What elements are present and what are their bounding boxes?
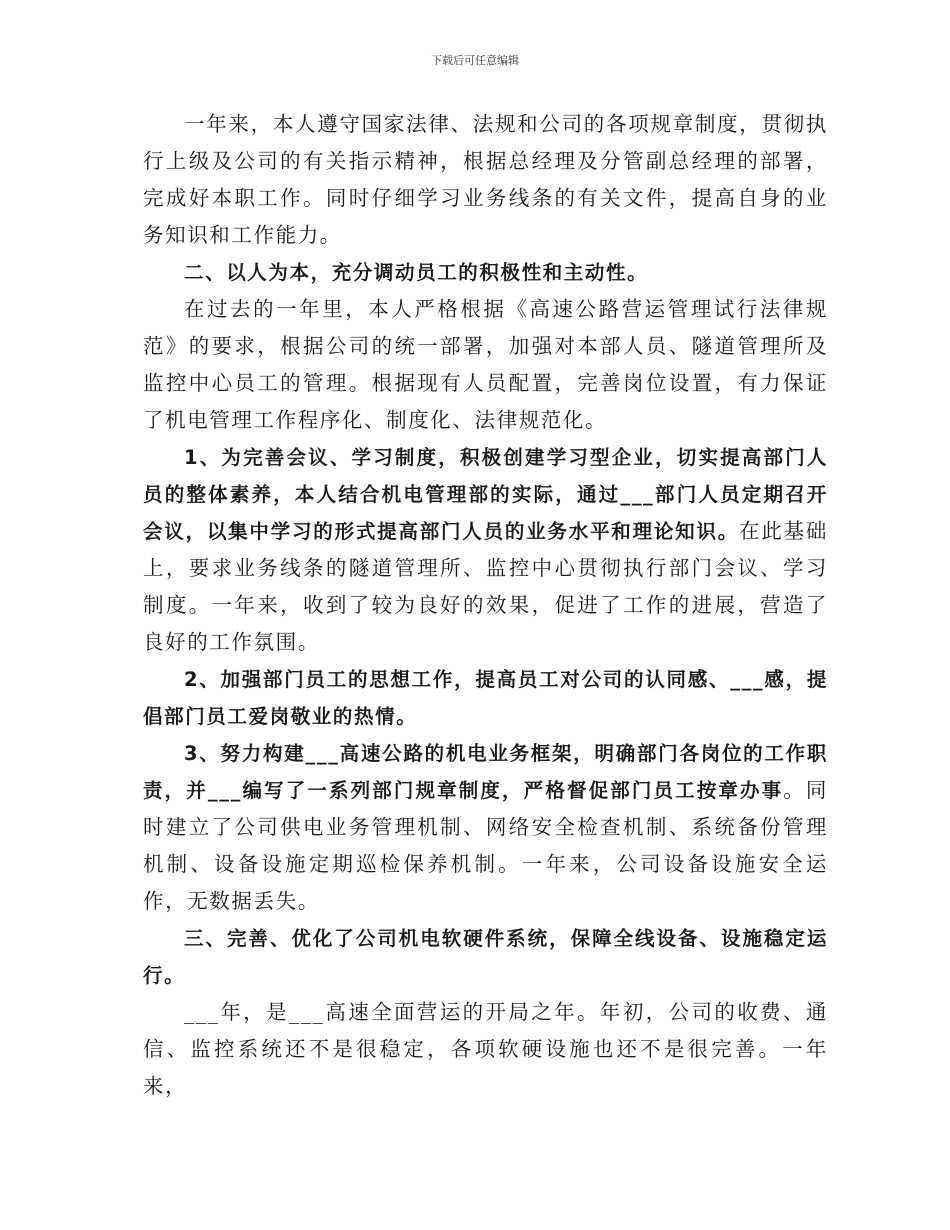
bold-text-segment: 1、为完善会议、学习制度，积极创建学习型企业，切实提高部门人员的整体素养，本人结合机电管理部的实际，通过___部门人员定期召开会议，以集中学习的形式提高部门人员的业务水平和理论知识。 xyxy=(143,446,828,543)
paragraph xyxy=(143,920,828,994)
paragraph xyxy=(143,661,828,735)
bold-text-segment: 2、加强部门员工的思想工作，提高员工对公司的认同感、___感，提倡部门员工爱岗敬业的热情。 xyxy=(143,668,828,728)
paragraph xyxy=(143,291,828,439)
text-segment: 一年来，本人遵守国家法律、法规和公司的各项规章制度，贯彻执行上级及公司的有关指示精神，根据总经理及分管副总经理的部署，完成好本职工作。同时仔细学习业务线条的有关文件，提高自身的业务知识和工作能力。 xyxy=(143,112,828,247)
paragraph xyxy=(143,994,828,1105)
paragraph xyxy=(143,254,828,291)
bold-text-segment: 三、完善、优化了公司机电软硬件系统，保障全线设备、设施稳定运行。 xyxy=(143,927,828,987)
bold-text-segment: 二、以人为本，充分调动员工的积极性和主动性。 xyxy=(184,261,649,284)
paragraph xyxy=(143,439,828,661)
text-segment: 。同时建立了公司供电业务管理机制、网络安全检查机制、系统备份管理机制、设备设施定期巡检保养机制。一年来，公司设备设施安全运作，无数据丢失。 xyxy=(143,778,828,913)
text-segment: ___年，是___高速全面营运的开局之年。年初，公司的收费、通信、监控系统还不是很稳定，各项软硬设施也还不是很完善。一年来， xyxy=(143,1000,828,1098)
paragraph xyxy=(143,735,828,920)
text-segment: 在过去的一年里，本人严格根据《高速公路营运管理试行法律规范》的要求，根据公司的统一部署，加强对本部人员、隧道管理所及监控中心员工的管理。根据现有人员配置，完善岗位设置，有力保证了机电管理工作程序化、制度化、法律规范化。 xyxy=(143,297,828,432)
page-header: 下载后可任意编辑 xyxy=(431,54,519,67)
document-body xyxy=(143,106,828,1105)
bold-text-segment: 3、努力构建___高速公路的机电业务框架，明确部门各岗位的工作职责，并___编写了一系列部门规章制度，严格督促部门员工按章办事 xyxy=(143,742,828,802)
paragraph xyxy=(143,106,828,254)
text-segment: 在此基础上，要求业务线条的隧道管理所、监控中心贯彻执行部门会议、学习制度。一年来，收到了较为良好的效果，促进了工作的进展，营造了良好的工作氛围。 xyxy=(143,519,828,654)
